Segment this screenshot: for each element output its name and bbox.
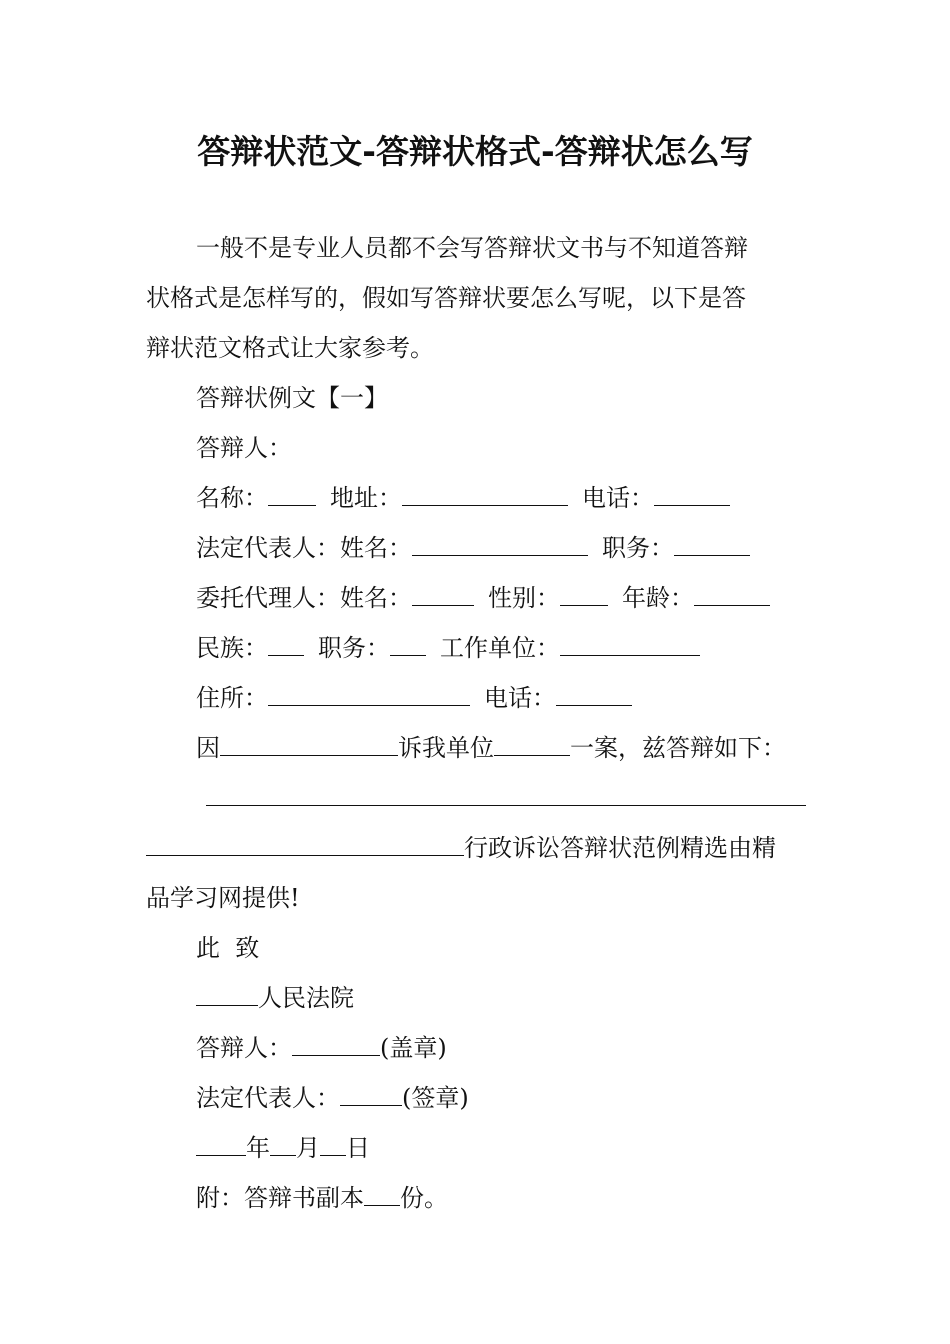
body-blank-2 — [146, 833, 464, 856]
agent-name-label: 委托代理人：姓名： — [196, 584, 412, 612]
case-text: 一案，兹答辩如下： — [570, 734, 786, 762]
respondent-label: 答辩人： — [196, 434, 292, 462]
phone2-label: 电话： — [484, 684, 556, 712]
page-title: 答辩状范文-答辩状格式-答辩状怎么写 — [197, 132, 753, 171]
body-blank-line-1 — [206, 782, 806, 814]
body-tail-line — [146, 832, 776, 864]
attachment-line — [196, 1182, 448, 1214]
agent-name-blank — [412, 583, 474, 606]
position-label: 职务： — [602, 534, 674, 562]
day-text: 日 — [346, 1134, 370, 1162]
position2-label: 职务： — [318, 634, 390, 662]
day-blank — [320, 1133, 346, 1156]
legal-rep-sign-blank — [340, 1083, 402, 1106]
seal-text: (盖章) — [380, 1034, 447, 1062]
ethnicity-label: 民族： — [196, 634, 268, 662]
respondent-sign-line — [196, 1032, 447, 1064]
phone2-blank — [556, 683, 632, 706]
respondent-sign-label: 答辩人： — [196, 1034, 292, 1062]
sign-text: (签章) — [402, 1084, 469, 1112]
case-plaintiff-blank — [220, 733, 398, 756]
address-label: 地址： — [330, 484, 402, 512]
court-line — [196, 982, 354, 1014]
age-blank — [694, 583, 770, 606]
position-blank — [674, 533, 750, 556]
intro-line-1: 一般不是专业人员都不会写答辩状文书与不知道答辩 — [196, 234, 748, 262]
legal-rep-name-blank — [412, 533, 588, 556]
month-text: 月 — [296, 1134, 320, 1162]
residence-blank — [268, 683, 470, 706]
court-blank — [196, 983, 258, 1006]
ethnicity-line — [196, 632, 700, 664]
intro-line-3: 辩状范文格式让大家参考。 — [146, 334, 434, 362]
example-heading: 答辩状例文【一】 — [196, 384, 388, 412]
year-text: 年 — [246, 1134, 270, 1162]
attach-prefix: 附：答辩书副本 — [196, 1184, 364, 1212]
position2-blank — [390, 633, 426, 656]
body-blank-1 — [206, 783, 806, 806]
name-label: 名称： — [196, 484, 268, 512]
legal-rep-line — [196, 532, 750, 564]
year-blank — [196, 1133, 246, 1156]
legal-rep-sign-line — [196, 1082, 469, 1114]
legal-rep-sign-label: 法定代表人： — [196, 1084, 340, 1112]
body-tail-text-1: 行政诉讼答辩状范例精选由精 — [464, 834, 776, 862]
legal-rep-name-label: 法定代表人：姓名： — [196, 534, 412, 562]
residence-line — [196, 682, 632, 714]
address-blank — [402, 483, 568, 506]
name-blank — [268, 483, 316, 506]
body-tail-text-2: 品学习网提供! — [146, 884, 300, 912]
copies-blank — [364, 1183, 400, 1206]
case-type-blank — [494, 733, 570, 756]
phone-blank — [654, 483, 730, 506]
attach-suffix: 份。 — [400, 1184, 448, 1212]
case-line — [196, 732, 786, 764]
closing-to: 此 致 — [196, 934, 260, 962]
date-line — [196, 1132, 370, 1164]
residence-label: 住所： — [196, 684, 268, 712]
court-text: 人民法院 — [258, 984, 354, 1012]
gender-label: 性别： — [488, 584, 560, 612]
case-sue: 诉我单位 — [398, 734, 494, 762]
month-blank — [270, 1133, 296, 1156]
phone-label: 电话： — [582, 484, 654, 512]
ethnicity-blank — [268, 633, 304, 656]
work-unit-label: 工作单位： — [440, 634, 560, 662]
agent-line — [196, 582, 770, 614]
gender-blank — [560, 583, 608, 606]
name-address-phone-line — [196, 482, 730, 514]
age-label: 年龄： — [622, 584, 694, 612]
intro-line-2: 状格式是怎样写的，假如写答辩状要怎么写呢，以下是答 — [146, 284, 746, 312]
case-because: 因 — [196, 734, 220, 762]
respondent-sign-blank — [292, 1033, 380, 1056]
work-unit-blank — [560, 633, 700, 656]
